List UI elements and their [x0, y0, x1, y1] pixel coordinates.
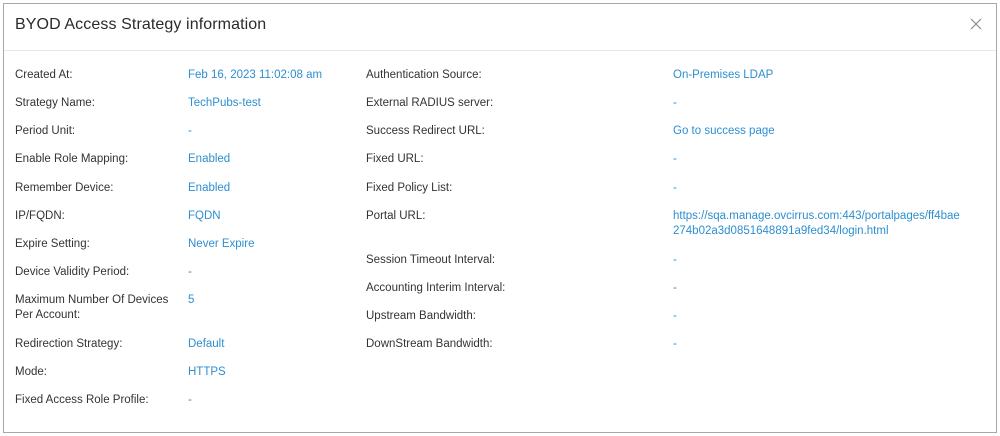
- value-device-validity-period: -: [188, 266, 192, 278]
- label-external-radius-server: External RADIUS server:: [366, 97, 494, 109]
- value-period-unit: -: [188, 125, 192, 137]
- value-authentication-source: On-Premises LDAP: [673, 69, 774, 81]
- label-enable-role-mapping: Enable Role Mapping:: [15, 153, 129, 165]
- label-ip-fqdn: IP/FQDN:: [15, 210, 65, 222]
- label-strategy-name: Strategy Name:: [15, 97, 95, 109]
- value-session-timeout-interval: -: [673, 254, 677, 266]
- value-mode: HTTPS: [188, 366, 226, 378]
- byod-strategy-dialog: [3, 3, 997, 433]
- label-portal-url: Portal URL:: [366, 210, 426, 222]
- label-mode: Mode:: [15, 366, 47, 378]
- value-remember-device: Enabled: [188, 182, 231, 194]
- value-fixed-policy-list: -: [673, 182, 677, 194]
- close-icon[interactable]: [968, 16, 984, 32]
- value-created-at: Feb 16, 2023 11:02:08 am: [188, 69, 323, 81]
- value-redirection-strategy: Default: [188, 338, 225, 350]
- label-accounting-interim-interval: Accounting Interim Interval:: [366, 282, 506, 294]
- value-ip-fqdn: FQDN: [188, 210, 221, 222]
- label-fixed-access-role-profile: Fixed Access Role Profile:: [15, 394, 149, 406]
- value-upstream-bandwidth: -: [673, 310, 677, 322]
- label-fixed-policy-list: Fixed Policy List:: [366, 182, 453, 194]
- label-fixed-url: Fixed URL:: [366, 153, 424, 165]
- label-period-unit: Period Unit:: [15, 125, 76, 137]
- label-redirection-strategy: Redirection Strategy:: [15, 338, 123, 350]
- label-max-devices-per-account: Maximum Number Of Devices Per Account:: [15, 294, 169, 321]
- value-fixed-url: -: [673, 153, 677, 165]
- dialog-title: BYOD Access Strategy information: [15, 16, 267, 33]
- dialog-header: [4, 4, 996, 51]
- value-external-radius-server: -: [673, 97, 677, 109]
- label-downstream-bandwidth: DownStream Bandwidth:: [366, 338, 493, 350]
- label-remember-device: Remember Device:: [15, 182, 114, 194]
- label-device-validity-period: Device Validity Period:: [15, 266, 130, 278]
- label-created-at: Created At:: [15, 69, 73, 81]
- value-expire-setting: Never Expire: [188, 238, 255, 250]
- label-upstream-bandwidth: Upstream Bandwidth:: [366, 310, 476, 322]
- value-downstream-bandwidth: -: [673, 338, 677, 350]
- label-success-redirect-url: Success Redirect URL:: [366, 125, 485, 137]
- label-session-timeout-interval: Session Timeout Interval:: [366, 254, 496, 266]
- value-accounting-interim-interval: -: [673, 282, 677, 294]
- value-fixed-access-role-profile: -: [188, 394, 192, 406]
- value-enable-role-mapping: Enabled: [188, 153, 231, 165]
- label-authentication-source: Authentication Source:: [366, 69, 482, 81]
- value-strategy-name: TechPubs-test: [188, 97, 261, 109]
- portal-url-link[interactable]: https://sqa.manage.ovcirrus.com:443/portalpages/ff4bae274b02a3d0851648891a9fed34/login.html: [673, 210, 960, 237]
- label-expire-setting: Expire Setting:: [15, 238, 90, 250]
- value-max-devices-per-account: 5: [188, 294, 195, 306]
- success-redirect-link[interactable]: Go to success page: [673, 125, 775, 137]
